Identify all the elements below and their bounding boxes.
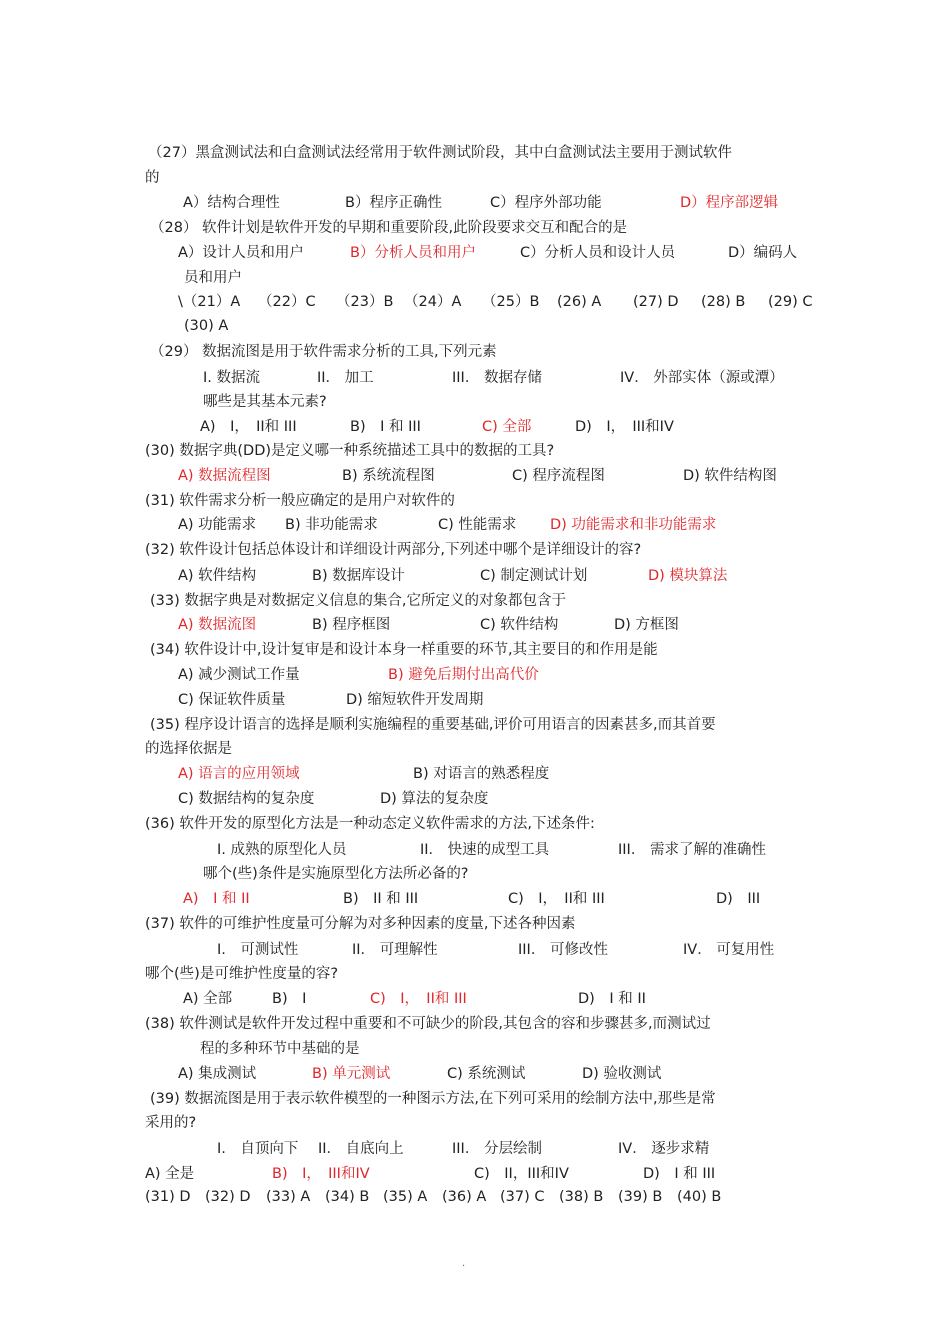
q31-option-c: C) 性能需求 — [438, 517, 517, 533]
q32-option-b: B) 数据库设计 — [312, 568, 405, 584]
q33-option-b: B) 程序框图 — [312, 617, 391, 633]
q29-item-ii: II． 加工 — [317, 370, 374, 386]
q36-option-a-answer: A) I 和 II — [183, 891, 250, 907]
q37-stem: (37) 软件的可维护性度量可分解为对多种因素的度量,下述各种因素 — [145, 916, 576, 932]
q37-item-iv: IV． 可复用性 — [683, 942, 775, 958]
q31-option-a: A) 功能需求 — [178, 517, 257, 533]
q35-stem: (35) 程序设计语言的选择是顺利实施编程的重要基础,评价可用语言的因素甚多,而其首要 — [150, 717, 716, 733]
q30-option-a-answer: A) 数据流程图 — [178, 468, 271, 484]
q38-option-b-answer: B) 单元测试 — [312, 1066, 391, 1082]
answer-30: (30) A — [184, 318, 229, 334]
q34-option-d: D) 缩短软件开发周期 — [346, 692, 484, 708]
answer-33: (33) A — [266, 1189, 311, 1205]
q28-stem: （28） 软件计划是软件开发的早期和重要阶段,此阶段要求交互和配合的是 — [150, 220, 628, 236]
q39-item-iii: III． 分层绘制 — [452, 1141, 542, 1157]
q36-item-ii: II． 快速的成型工具 — [420, 842, 550, 858]
q30-stem: (30) 数据字典(DD)是定义哪一种系统描述工具中的数据的工具? — [145, 443, 555, 459]
q39-option-d: D) I 和 III — [643, 1166, 716, 1182]
q27-option-a: A）结构合理性 — [183, 195, 280, 211]
q39-stem-cont: 采用的? — [145, 1115, 197, 1131]
q35-option-b: B) 对语言的熟悉程度 — [413, 766, 550, 782]
q29-option-d: D) I， III和IV — [575, 419, 674, 435]
q36-option-d: D) III — [716, 891, 761, 907]
q39-option-a: A) 全是 — [145, 1166, 195, 1182]
q28-option-c: C）分析人员和设计人员 — [520, 245, 676, 261]
q34-stem: (34) 软件设计中,设计复审是和设计本身一样重要的环节,其主要目的和作用是能 — [150, 642, 658, 658]
answer-27: (27) D — [633, 294, 679, 310]
q28-option-d-cont: 员和用户 — [184, 270, 242, 286]
q37-item-i: I. 可测试性 — [217, 942, 299, 958]
q29-ask: 哪些是其基本元素? — [203, 394, 327, 410]
q34-option-a: A) 减少测试工作量 — [178, 667, 300, 683]
q31-option-d-answer: D) 功能需求和非功能需求 — [550, 517, 717, 533]
q29-stem: （29） 数据流图是用于软件需求分析的工具,下列元素 — [150, 344, 497, 360]
footer-mark: . — [462, 1258, 466, 1269]
q28-option-b-answer: B）分析人员和用户 — [350, 245, 476, 261]
q35-stem-cont: 的选择依据是 — [145, 741, 232, 757]
answer-36: (36) A — [442, 1189, 487, 1205]
q28-option-a: A）设计人员和用户 — [178, 245, 304, 261]
answer-25: （25）B — [482, 294, 540, 310]
q27-stem-cont: 的 — [145, 170, 160, 186]
answer-23: （23）B — [336, 294, 394, 310]
answer-34: (34) B — [325, 1189, 370, 1205]
q37-option-b: B) I — [272, 991, 307, 1007]
q29-item-iv: IV． 外部实体（源或潭） — [620, 370, 784, 386]
q29-item-i: I. 数据流 — [203, 370, 260, 386]
q32-option-d-answer: D) 模块算法 — [648, 568, 728, 584]
q31-option-b: B) 非功能需求 — [285, 517, 378, 533]
q36-ask: 哪个(些)条件是实施原型化方法所必备的? — [203, 866, 469, 882]
q39-option-b-answer: B) I， III和IV — [272, 1166, 370, 1182]
q27-option-d-answer: D）程序部逻辑 — [680, 195, 779, 211]
q39-item-iv: IV． 逐步求精 — [618, 1141, 710, 1157]
q27-stem: （27）黑盒测试法和白盒测试法经常用于软件测试阶段，其中白盒测试法主要用于测试软件 — [148, 145, 732, 161]
q29-option-a: A) I， II和 III — [200, 419, 297, 435]
answer-38: (38) B — [559, 1189, 604, 1205]
q37-item-iii: III． 可修改性 — [518, 942, 608, 958]
q30-option-b: B) 系统流程图 — [342, 468, 435, 484]
q37-item-ii: II． 可理解性 — [352, 942, 438, 958]
q27-option-b: B）程序正确性 — [345, 195, 442, 211]
q34-option-b-answer: B) 避免后期付出高代价 — [388, 667, 539, 683]
answer-32: (32) D — [205, 1189, 251, 1205]
q28-option-d: D）编码人 — [728, 245, 798, 261]
q38-stem-cont: 程的多种环节中基础的是 — [200, 1041, 360, 1057]
q29-option-c-answer: C) 全部 — [482, 419, 532, 435]
q36-option-b: B) II 和 III — [343, 891, 419, 907]
q27-option-c: C）程序外部功能 — [490, 195, 602, 211]
q37-option-a: A) 全部 — [183, 991, 233, 1007]
answer-21: \（21）A — [178, 294, 241, 310]
q37-option-d: D) I 和 II — [578, 991, 646, 1007]
q38-option-d: D) 验收测试 — [582, 1066, 662, 1082]
answer-31: (31) D — [145, 1189, 191, 1205]
q32-option-c: C) 制定测试计划 — [480, 568, 588, 584]
q39-item-ii: II． 自底向上 — [318, 1141, 404, 1157]
q38-stem: (38) 软件测试是软件开发过程中重要和不可缺少的阶段,其包含的容和步骤甚多,而测试过 — [145, 1016, 711, 1032]
q38-option-c: C) 系统测试 — [447, 1066, 526, 1082]
answer-22: （22）C — [258, 294, 316, 310]
q39-item-i: I. 自顶向下 — [217, 1141, 299, 1157]
q37-option-c-answer: C) I， II和 III — [370, 991, 467, 1007]
q36-item-i: I. 成熟的原型化人员 — [217, 842, 347, 858]
answer-28: (28) B — [701, 294, 746, 310]
q33-stem: (33) 数据字典是对数据定义信息的集合,它所定义的对象都包含于 — [150, 593, 566, 609]
q38-option-a: A) 集成测试 — [178, 1066, 257, 1082]
q29-item-iii: III． 数据存储 — [452, 370, 542, 386]
q34-option-c: C) 保证软件质量 — [178, 692, 286, 708]
q33-option-a-answer: A) 数据流图 — [178, 617, 257, 633]
q30-option-c: C) 程序流程图 — [512, 468, 605, 484]
answer-39: (39) B — [618, 1189, 663, 1205]
answer-40: (40) B — [677, 1189, 722, 1205]
answer-37: (37) C — [500, 1189, 545, 1205]
answer-29: (29) C — [768, 294, 813, 310]
q33-option-d: D) 方框图 — [614, 617, 679, 633]
answer-26: (26) A — [557, 294, 602, 310]
q35-option-a-answer: A) 语言的应用领域 — [178, 766, 300, 782]
q30-option-d: D) 软件结构图 — [683, 468, 777, 484]
q29-option-b: B) I 和 III — [350, 419, 421, 435]
q39-option-c: C) II，III和IV — [474, 1166, 569, 1182]
q33-option-c: C) 软件结构 — [480, 617, 559, 633]
q36-stem: (36) 软件开发的原型化方法是一种动态定义软件需求的方法,下述条件: — [145, 816, 595, 832]
q36-item-iii: III． 需求了解的准确性 — [618, 842, 766, 858]
q36-option-c: C) I， II和 III — [508, 891, 605, 907]
answer-35: (35) A — [383, 1189, 428, 1205]
q35-option-d: D) 算法的复杂度 — [380, 791, 489, 807]
q39-stem: (39) 数据流图是用于表示软件模型的一种图示方法,在下列可采用的绘制方法中,那些是常 — [150, 1091, 716, 1107]
q32-stem: (32) 软件设计包括总体设计和详细设计两部分,下列述中哪个是详细设计的容? — [145, 542, 642, 558]
answer-24: （24）A — [404, 294, 462, 310]
q31-stem: (31) 软件需求分析一般应确定的是用户对软件的 — [145, 493, 455, 509]
q32-option-a: A) 软件结构 — [178, 568, 257, 584]
q37-ask: 哪个(些)是可维护性度量的容? — [145, 966, 339, 982]
q35-option-c: C) 数据结构的复杂度 — [178, 791, 315, 807]
